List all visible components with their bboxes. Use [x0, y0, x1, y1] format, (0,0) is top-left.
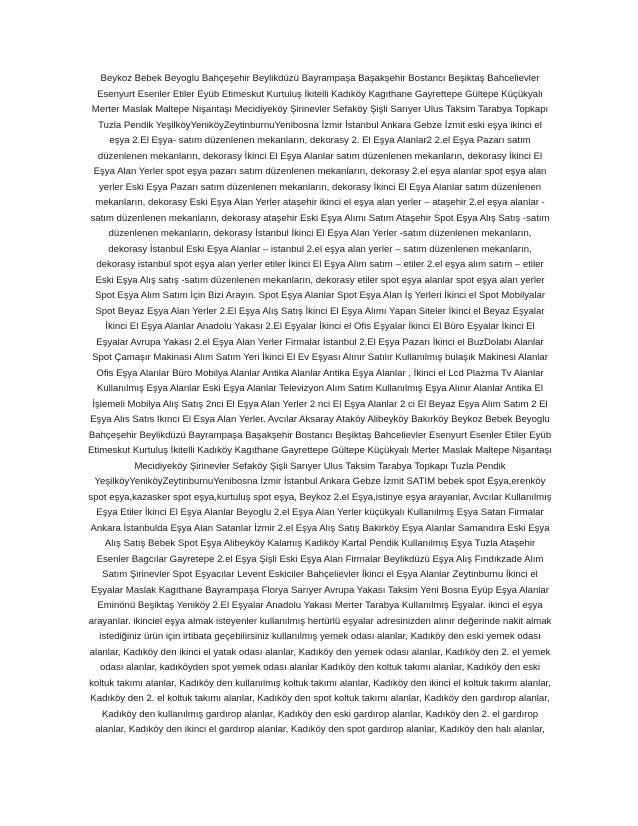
body-paragraph: Beykoz Bebek Beyoglu Bahçeşehir Beylikdüzü Bayrampaşa Başakşehir Bostancı Beşiktaş Bahcelievler Esenyurt Esenler Etiler Eyüb Etimeskut Kurtuluş İkitelli Kadıköy Kagıthane Gayrettepe Gültepe Küçükyalı Merter Maslak Maltepe Nişantaşı Mecidiyeköy Şirinevler Sefaköy Şişli Sarıyer Ulus Taksim Tarabya Topkapı Tuzla Pendik YeşilköyYeniköyZeytinburnuYenibosna İzmir İstanbul Ankara Gebze İzmit eski eşya ikinci el eşya 2.El Eşya- satım düzenlenen mekanların, dekorasy 2. El Eşya Alanlar2 2.el Eşya Pazarı satım düzenlenen mekanların, dekorasy İkinci El Eşya Alanlar satım düzenlenen mekanların, dekorasy İkinci El Eşya Alan Yerler spot eşya pazarı satım düzenlenen mekanların, dekorasy 2.el eşya alanlar spot eşya alan yerler Eski Eşya Pazarı satım düzenlenen mekanların, dekorasy İkinci El Eşya Alanlar satım düzenlenen mekanların, dekorasy Eski Eşya Alan Yerler ataşehir ikinci el eşya alan yerler – ataşehir 2.el eşya alanlar -satım düzenlenen mekanların, dekorasy ataşehir Eski Eşya Alımı Satım Ataşehir Spot Eşya Alış Satış -satım düzenlenen mekanların, dekorasy İstanbul İkinci El Eşya Alan Yerler -satım düzenlenen mekanların, dekorasy İstanbul Eski Eşya Alanlar – istanbul 2.el eşya alan yerler – satım düzenlenen mekanların, dekorasy istanbul spot eşya alan yerler etiler İkinci El Eşya Alım satım – etiler 2.el eşya alım satım – etiler Eski Eşya Alış satış -satım düzenlenen mekanların, dekorasy etiler spot eşya alanlar spot eşya alan yerler Spot Eşya Alım Satım İçin Bizi Arayın. Spot Eşya Alanlar Spot Eşya Alan İş Yerleri İkinci el Spot Mobilyalar Spot Beyaz Eşya Alan Yerler 2.El Eşya Alış Satış İkinci El Eşya Alımı Yapan Siteler İkinci el Beyaz Eşyalar İkinci El Eşya Alanlar Anadolu Yakası 2.El Eşyalar İkinci el Ofis Eşyalar İkinci El Büro Eşyalar İkinci El Eşyalar Avrupa Yakası 2.el Eşya Alan Yerler Firmalar İstanbul 2.El Eşya Pazarı İkinci el BuzDolabı Alanlar Spot Çamaşır Makinası Alım Satım Yeri İkinci El Ev Eşyası Alınır Satılır Kullanılmış bulaşık Makinesi Alanlar Ofis Eşya Alanlar Büro Mobilya Alanlar Antika Alanlar Antika Eşya Alanlar , İkinci el Lcd Plazma Tv Alanlar Kullanılmış Eşya Alanlar Eski Eşya Alanlar Televizyon Alım Satım Kullanılmış Eşya Alınır Alanlar Antika El İşlemeli Mobilya Alış Satış 2nci El Eşya Alan Yerler 2 nci El Eşya Alanlar 2 ci El Beyaz Eşya Alım Satım 2 El Eşya Alıs Satıs Ikıncı El Esya Alan Yerler. Avcılar Aksaray Ataköy Alibeyköy Bakırköy Beykoz Bebek Beyoglu Bahçeşehir Beylikdüzü Bayrampaşa Başakşehir Bostancı Beşiktaş Bahcelievler Esenyurt Esenler Etiler Eyüb Etimeskut Kurtuluş İkitelli Kadıköy Kagıthane Gayrettepe Gültepe Küçükyalı Merter Maslak Maltepe Nişantaşı Mecidiyeköy Şirinevler Sefaköy Şişli Sarıyer Ulus Taksim Tarabya Topkapı Tuzla Pendik YeşilköyYeniköyZeytinburnuYenibosna İzmir İstanbul Ankara Gebze İzmit SATIM bebek spot Eşya,erenköy spot eşya,kazasker spot eşya,kurtuluş spot eşya, Beykoz 2.el Eşya,istinye eşya arayanlar, Avcılar Kullanılmış Eşya Etiler İkinci El Eşya Alanlar Beyoglu 2.el Eşya Alan Yerler küçükyalı Kullanılmış Eşya Satan Firmalar Ankara İstanbulda Eşya Alan Satanlar İzmir 2.el Eşya Alış Satış Bakirköy Eşya Alanlar Samandıra Eski Eşya Alış Satış Bebek Spot Eşya Alibeyköy Kalamış Kadiköy Kartal Pendik Kullanılmış Eşya Tuzla Ataşehir Esenler Bagcılar Gayretepe 2.el Eşya Şişli Eski Eşya Alan Firmalar Beylikdüzü Eşya Alış Fındıkzade Alım Satım Şirinevler Spot Eşyacılar Levent Eskiciler Bahçelievler İkinci el Eşya Alanlar Zeytinburnu İkinci el Eşyalar Maslak Kagıthane Bayrampaşa Florya Sarıyer Avrupa Yakası Taksim Yeni Bosna Eyüp Eşya Alanlar Eminönü Beşiktaş Yeniköy 2.El Eşyalar Anadolu Yakası Merter Tarabya Kullanılmış Eşyalar. ikinci el eşya arayanlar. ikinciel eşya almak isteyenler kullanılmış hertürlü eşyalar adresinizden alınır değerinde nakit almak istediğiniz ürün için irtibata geçebilirsiniz kullanılmış yemek odası alanlar, Kadıköy den eski yemek odası alanlar, Kadıköy den ikinci el yatak odası alanlar, Kadıköy den yemek odası alanlar, Kadıköy den 2. el yemek odası alanlar, kadıköyden spot yemek odası alanlar Kadıköy den koltuk takımı alanlar, Kadıköy den eski koltuk takımı alanlar, Kadıköy den kullanılmış koltuk takımı alanlar, Kadıköy den ikinci el koltuk takımı alanlar, Kadıköy den 2. el koltuk takımı alanlar, Kadıköy den spot koltuk takımı alanlar, Kadıköy den gardırop alanlar, Kadıköy den kullanılmış gardırop alanlar, Kadıköy den eski gardırop alanlar, Kadıköy den 2. el gardırop alanlar, Kadıköy den ikinci el gardırop alanlar, Kadıköy den spot gardırop alanlar, Kadıköy den halı alanlar, — [88, 73, 552, 735]
document-page — [88, 71, 552, 738]
